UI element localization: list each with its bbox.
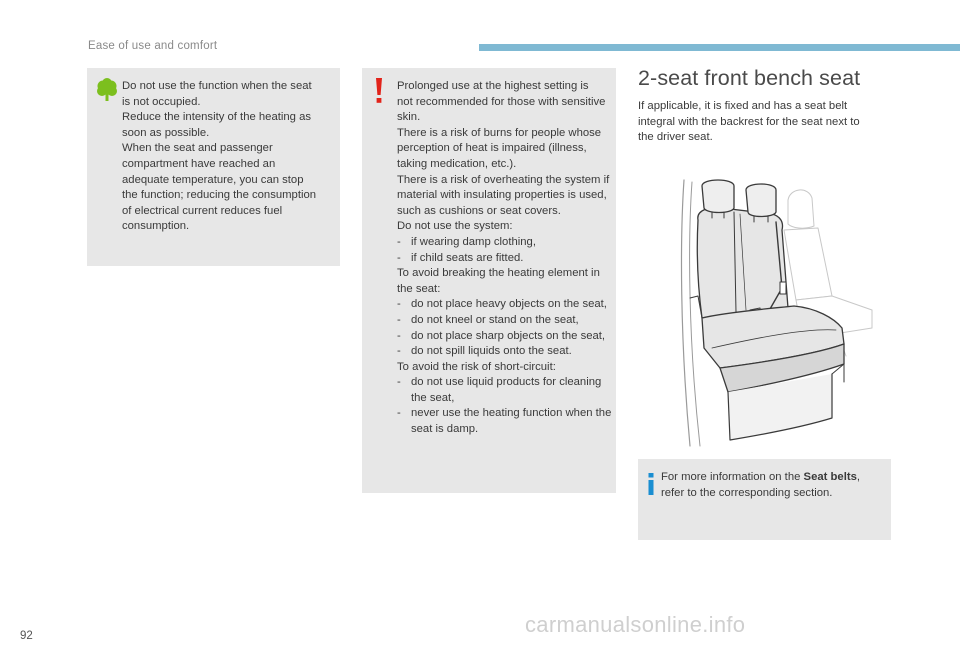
seat-belts-reference: Seat belts — [803, 471, 857, 483]
dash-marker: - — [397, 407, 401, 420]
exclamation-icon — [374, 78, 384, 104]
warning-list-item — [397, 344, 612, 360]
warning-list-text: do not place sharp objects on the seat, — [411, 329, 606, 342]
eco-line: the function; reducing the consumption — [122, 189, 317, 202]
dash-marker: - — [397, 313, 401, 326]
warning-line: skin. — [397, 111, 421, 124]
bench-seat-illustration — [676, 178, 878, 448]
dash-marker: - — [397, 376, 401, 389]
warning-box — [362, 68, 616, 493]
eco-line: consumption. — [122, 220, 190, 233]
eco-line: Reduce the intensity of the heating as — [122, 111, 312, 124]
dash-marker: - — [397, 235, 401, 248]
tree-icon — [96, 78, 118, 102]
intro-line: the driver seat. — [638, 131, 713, 144]
intro-line: If applicable, it is fixed and has a seat belt — [638, 100, 848, 112]
warning-line: There is a risk of overheating the system if — [397, 173, 610, 186]
warning-list-text: do not spill liquids onto the seat. — [411, 345, 572, 358]
eco-line: is not occupied. — [122, 95, 201, 108]
eco-line: compartment have reached an — [122, 157, 276, 170]
dash-marker: - — [397, 298, 401, 311]
warning-line: Do not use the system: — [397, 220, 513, 233]
eco-line: soon as possible. — [122, 126, 210, 139]
section-title: 2-seat front bench seat — [638, 66, 861, 90]
intro-line: integral with the backrest for the seat next to — [638, 115, 860, 128]
info-text-before: For more information on the — [661, 471, 804, 483]
warning-line: Prolonged use at the highest setting is — [397, 80, 589, 92]
eco-tip-box — [87, 68, 340, 266]
warning-list-text: if wearing damp clothing, — [411, 235, 536, 248]
info-text — [661, 470, 887, 501]
warning-list-item — [397, 375, 612, 406]
warning-line: such as cushions or seat covers. — [397, 204, 561, 217]
eco-line: adequate temperature, you can stop — [122, 173, 304, 186]
watermark: carmanualsonline.info — [525, 612, 746, 637]
warning-list-item — [397, 313, 612, 329]
section-header: Ease of use and comfort — [88, 40, 218, 52]
warning-line: To avoid the risk of short-circuit: — [397, 360, 556, 373]
info-icon — [647, 473, 655, 495]
eco-line: When the seat and passenger — [122, 142, 273, 155]
warning-line: the seat: — [397, 282, 441, 295]
warning-list-item — [397, 235, 612, 251]
warning-list-item — [397, 406, 612, 437]
info-box — [638, 459, 891, 540]
dash-marker: - — [397, 329, 401, 342]
warning-line: material with insulating properties is used, — [397, 189, 607, 202]
warning-line: taking medication, etc.). — [397, 157, 517, 170]
dash-marker: - — [397, 251, 401, 264]
warning-list-text: do not place heavy objects on the seat, — [411, 298, 607, 311]
warning-line: There is a risk of burns for people whose — [397, 126, 602, 139]
warning-line: To avoid breaking the heating element in — [397, 267, 600, 280]
warning-text — [397, 79, 612, 438]
warning-list-text: do not kneel or stand on the seat, — [411, 313, 579, 326]
eco-line: Do not use the function when the seat — [122, 80, 312, 92]
warning-list-item — [397, 297, 612, 313]
eco-tip-text — [122, 79, 334, 235]
warning-list-text: do not use liquid products for cleaning the seat, — [411, 376, 602, 404]
eco-line: of electrical current reduces fuel — [122, 204, 283, 217]
info-line: refer to the corresponding section. — [661, 486, 833, 499]
page-number: 92 — [20, 630, 33, 642]
warning-list-text: never use the heating function when the seat is damp. — [411, 407, 612, 436]
warning-line: not recommended for those with sensitive — [397, 95, 606, 108]
warning-list-item — [397, 329, 612, 345]
intro-paragraph — [638, 99, 888, 146]
warning-list-text: if child seats are fitted. — [411, 251, 524, 264]
dash-marker: - — [397, 345, 401, 358]
info-text-after: , — [856, 471, 861, 483]
warning-line: perception of heat is impaired (illness, — [397, 142, 587, 155]
header-accent-bar — [479, 44, 960, 51]
info-line — [661, 470, 887, 486]
warning-list-item — [397, 251, 612, 267]
